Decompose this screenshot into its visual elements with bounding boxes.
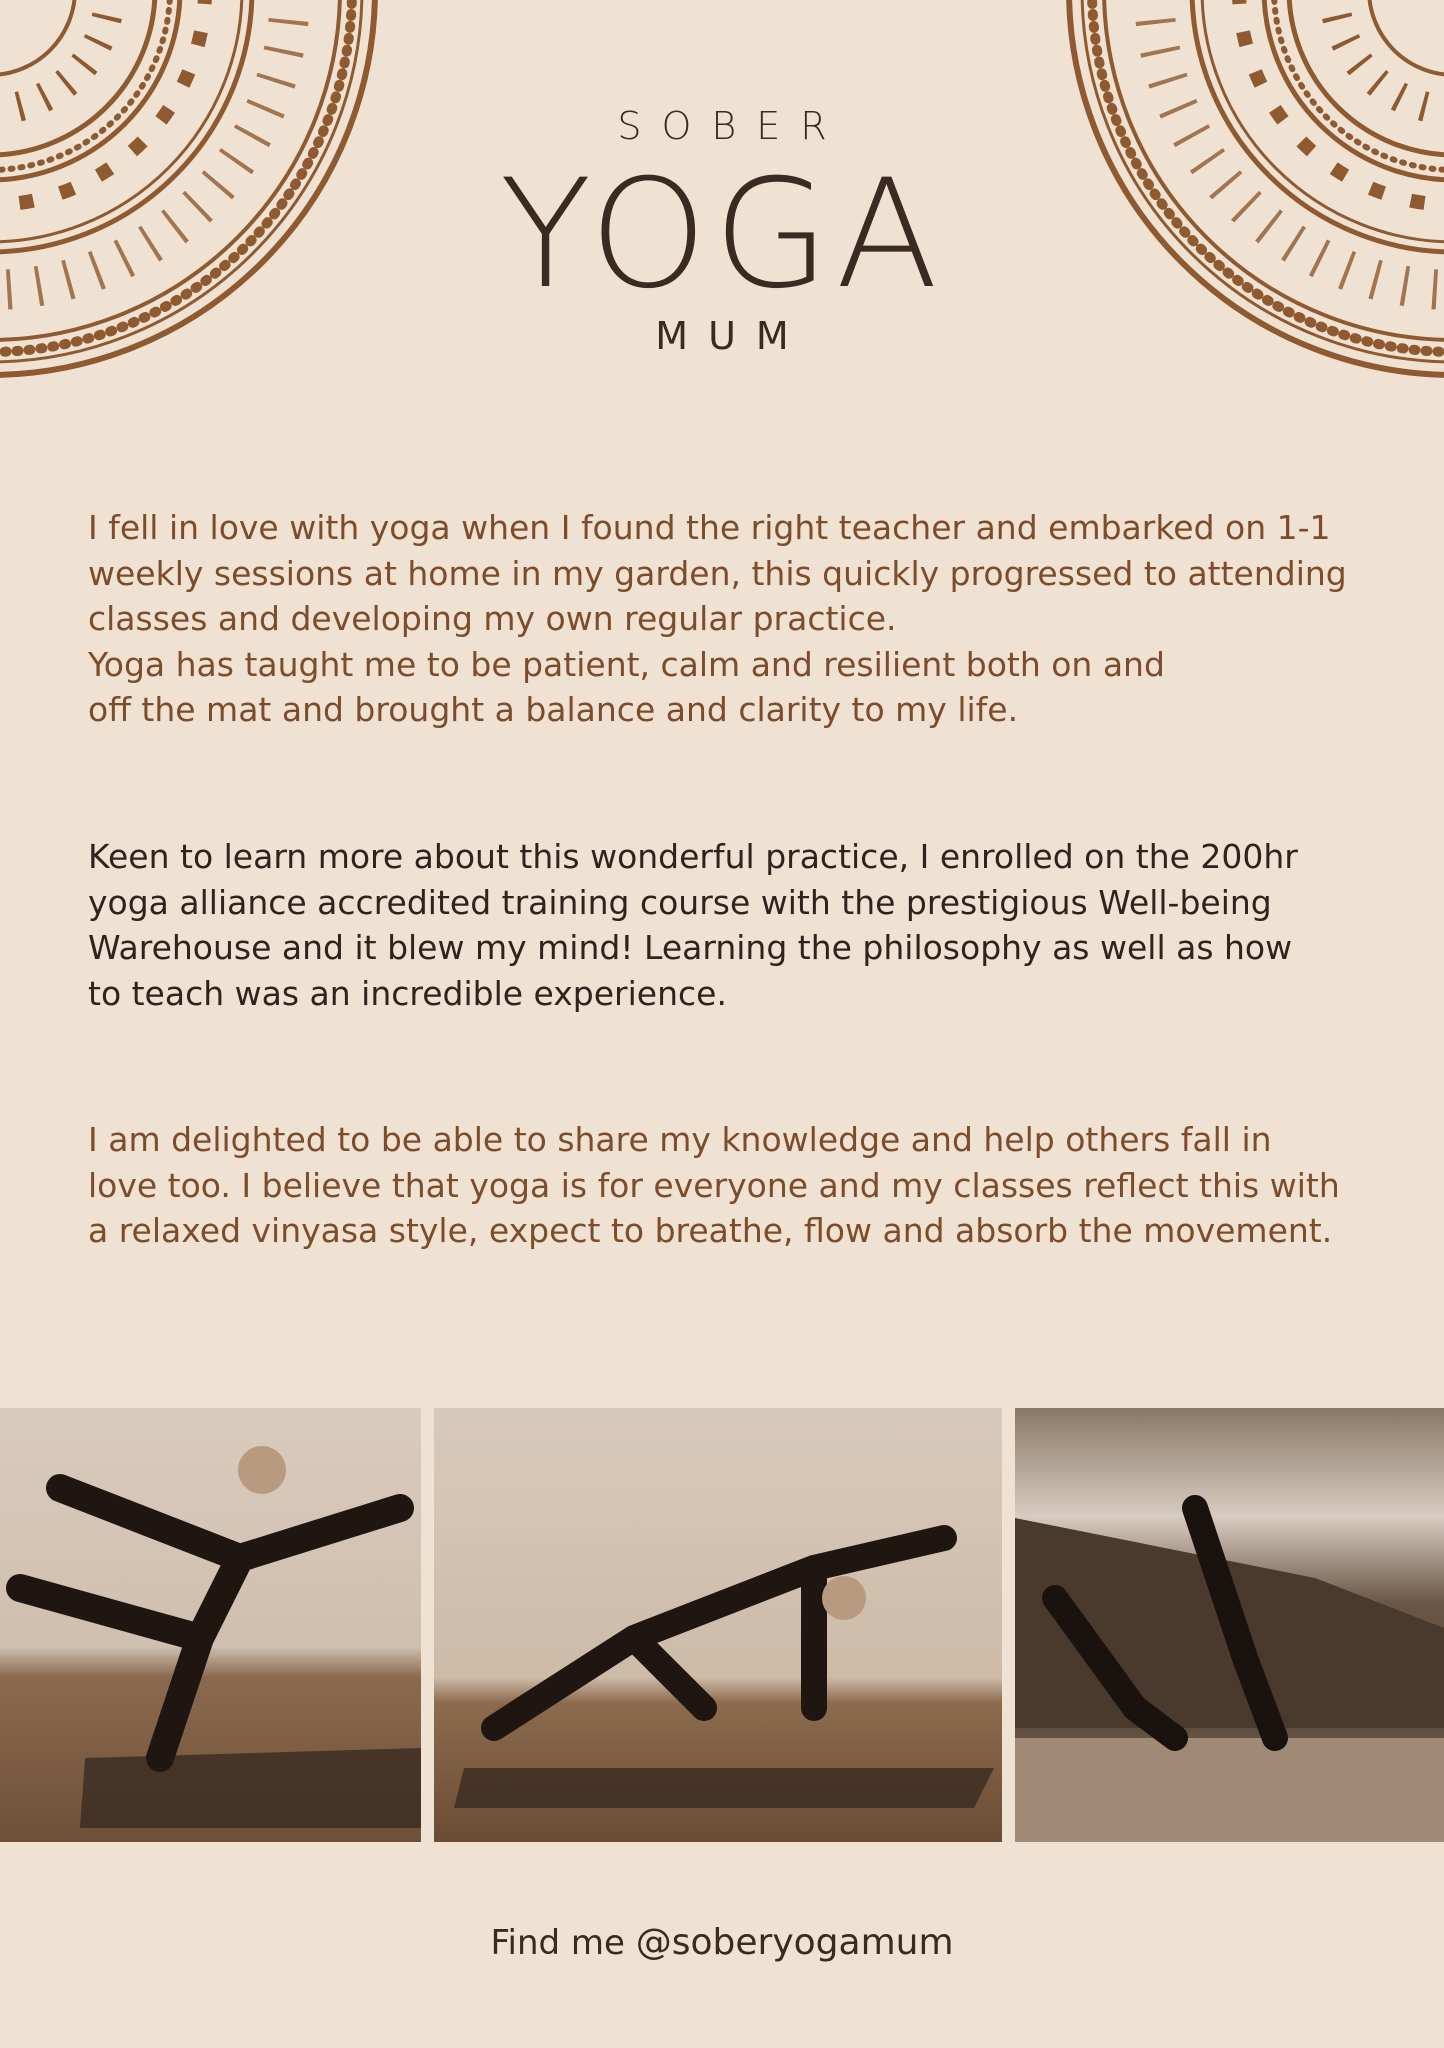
photo-dancer-pose bbox=[0, 1408, 421, 1842]
footer-social bbox=[0, 1922, 1444, 1963]
photo-side-angle-pose bbox=[434, 1408, 1002, 1842]
photo-outdoor-headstand bbox=[1015, 1408, 1444, 1842]
social-handle[interactable]: @soberyogamum bbox=[635, 1922, 954, 1963]
classes-paragraph: I am delighted to be able to share my knowledge and help others fall in love too. I believe that yoga is for everyone and my classes reflect this with a relaxed vinyasa style, expect to breathe, flow and absorb the movement. bbox=[88, 1120, 1340, 1250]
logo-sober: SOBER bbox=[617, 104, 847, 148]
intro-paragraph: I fell in love with yoga when I found the right teacher and embarked on 1-1 weekly sessions at home in my garden, this quickly progressed to attending classes and developing my own regular practice. Yoga has taught me to be patient, calm and resilient both on and off the mat and brought a balance and clarity to my life. bbox=[88, 508, 1347, 729]
logo-mum: MUM bbox=[655, 314, 809, 358]
training-paragraph: Keen to learn more about this wonderful practice, I enrolled on the 200hr yoga alliance accredited training course with the prestigious Well-being Warehouse and it blew my mind! Learning the philosophy as well as how to teach was an incredible experience. bbox=[88, 837, 1298, 1013]
footer-prefix: Find me bbox=[490, 1923, 625, 1963]
logo-yoga: YOGA bbox=[499, 148, 945, 322]
